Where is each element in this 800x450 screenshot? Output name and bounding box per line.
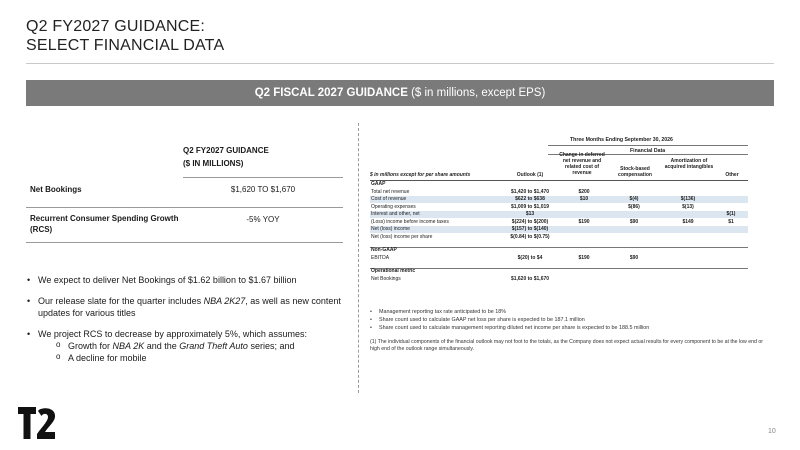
footnote: (1) The individual components of the financial outlook may not foot to the totals, as the Company does not expect actual results for every component to be at the low end or high end of the outlook range simultaneously.	[370, 339, 763, 352]
row-label: Operating expenses	[371, 203, 416, 210]
period-header: Three Months Ending September 30, 2026	[570, 137, 673, 143]
section-label: Non-GAAP	[371, 247, 397, 253]
section-divider	[358, 123, 359, 393]
note-item	[370, 308, 765, 316]
cell-deferred: $200	[578, 188, 590, 195]
net-bookings-value: $1,620 TO $1,670	[230, 185, 296, 194]
cell-sbc: $(86)	[628, 203, 640, 210]
cell-outlook: $(157) to $(140)	[511, 226, 549, 232]
guidance-banner	[26, 80, 774, 106]
note-text: Share count used to calculate management reporting diluted net income per share is expected to be 188.5 million	[379, 325, 650, 331]
commentary-bullets	[26, 274, 346, 364]
sub-bullet-text: A decline for mobile	[68, 353, 147, 363]
sub-bullet-item	[26, 340, 346, 352]
bullet-item	[26, 274, 346, 286]
rcs-label: Recurrent Consumer Spending Growth (RCS)	[30, 214, 179, 234]
table-row	[370, 255, 748, 262]
title-line-2: SELECT FINANCIAL DATA	[26, 37, 225, 54]
title-divider	[26, 63, 774, 64]
table-row	[370, 226, 748, 233]
header-rule	[548, 145, 748, 146]
cell-outlook: $(224) to $(200)	[511, 218, 549, 225]
bullet-item	[26, 295, 346, 319]
cell-amort: $(136)	[680, 196, 696, 202]
cell-deferred: $10	[579, 196, 589, 202]
cell-sbc: $90	[629, 218, 639, 225]
guidance-table-rule	[26, 242, 343, 243]
banner-subtext: ($ in millions, except EPS)	[407, 87, 546, 99]
cell-outlook: $622 to $638	[515, 196, 545, 202]
table-row	[370, 276, 748, 283]
sub-bullet-text: Growth for	[68, 341, 113, 351]
sub-bullet-text: series; and	[247, 341, 295, 351]
cell-outlook: $(0.84) to $(0.75)	[510, 233, 550, 240]
cell-outlook: $(20) to $4	[517, 254, 543, 261]
sub-bullet-text: and the	[144, 341, 180, 351]
col-header-outlook: Outlook (1)	[516, 172, 544, 178]
bullet-text: We expect to deliver Net Bookings of $1.62 billion to $1.67 billion	[38, 275, 297, 285]
section-label: Operational metric	[371, 268, 416, 274]
col-header-deferred: Change in deferred net revenue and related cost of revenue	[559, 152, 605, 176]
col-header-sbc: Stock-based compensation	[618, 166, 652, 178]
bullet-title-nba2k27: NBA 2K27	[203, 296, 246, 306]
cell-outlook: $13	[525, 211, 535, 217]
title-line-1: Q2 FY2027 GUIDANCE:	[26, 18, 205, 35]
cell-sbc: $(4)	[629, 196, 639, 202]
bullet-text: Our release slate for the quarter includes	[38, 296, 204, 306]
row-label: Total net revenue	[371, 188, 410, 195]
section-label: GAAP	[371, 181, 386, 187]
row-label: Net Bookings	[371, 275, 401, 282]
col-header-other: Other	[725, 172, 739, 178]
note-item	[370, 316, 765, 324]
table-notes	[370, 308, 765, 332]
rcs-value: -5% YOY	[246, 215, 280, 224]
row-label: EBITDA	[371, 254, 390, 261]
banner-bold-text: Q2 FISCAL 2027 GUIDANCE	[254, 87, 408, 99]
guidance-table-units: ($ IN MILLIONS)	[183, 159, 244, 168]
guidance-table-header: Q2 FY2027 GUIDANCE	[183, 146, 269, 155]
cell-deferred: $190	[578, 254, 590, 261]
bullet-text: , as well as new content updates for various titles	[38, 296, 341, 318]
table-row	[370, 219, 748, 226]
column-label: $ in millions except for per share amounts	[370, 172, 471, 178]
table-row	[370, 204, 748, 211]
cell-outlook: $1,009 to $1,019	[510, 203, 550, 210]
slide-title	[26, 17, 224, 55]
row-label: Cost of revenue	[371, 196, 407, 202]
cell-outlook: $1,420 to $1,470	[510, 188, 550, 195]
row-label: (Loss) income before income taxes	[371, 218, 449, 225]
col-header-amortization: Amortization of acquired intangibles	[664, 158, 714, 170]
note-item	[370, 324, 765, 332]
row-label: Net (loss) income per share	[371, 233, 433, 240]
row-label: Interest and other, net	[371, 211, 420, 217]
table-row	[370, 211, 748, 218]
cell-other: $(1)	[726, 211, 736, 217]
financial-data-header: Financial Data	[630, 148, 666, 154]
bullet-text: We project RCS to decrease by approximately 5%, which assumes:	[38, 329, 307, 339]
cell-amort: $(13)	[682, 203, 694, 210]
take-two-logo	[18, 407, 56, 439]
cell-deferred: $190	[578, 218, 590, 225]
row-label: Net (loss) income	[371, 226, 410, 232]
page-number: 10	[768, 428, 776, 435]
guidance-table-rule	[183, 177, 343, 178]
cell-outlook: $1,620 to $1,670	[510, 275, 550, 282]
net-bookings-label: Net Bookings	[30, 185, 82, 194]
note-text: Share count used to calculate GAAP net loss per share is expected to be 187.1 million	[379, 317, 585, 323]
bullet-item	[26, 328, 346, 340]
cell-sbc: $90	[629, 254, 639, 261]
sub-bullet-title-gta: Grand Theft Auto	[179, 341, 248, 351]
table-row	[370, 196, 748, 203]
cell-other: $1	[728, 218, 734, 225]
cell-amort: $149	[682, 218, 694, 225]
operational-metric-section-header	[370, 268, 748, 275]
gaap-section-header	[370, 181, 748, 188]
sub-bullet-title-nba2k: NBA 2K	[112, 341, 145, 351]
note-text: Management reporting tax rate anticipated to be 18%	[379, 309, 507, 315]
non-gaap-section-header	[370, 247, 748, 254]
sub-bullet-item	[26, 352, 346, 364]
guidance-table-rule	[26, 207, 343, 208]
table-row	[370, 189, 748, 196]
table-row	[370, 234, 748, 241]
